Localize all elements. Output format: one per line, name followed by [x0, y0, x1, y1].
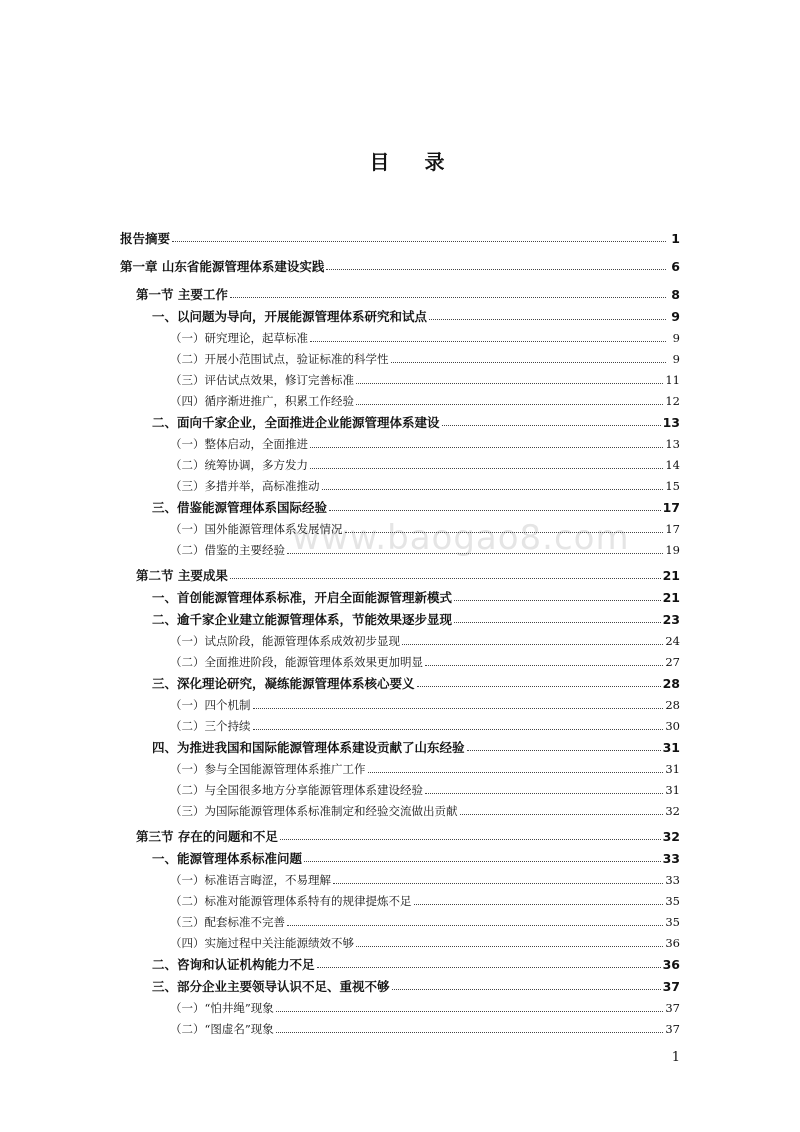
- toc-entry-label: 四、为推进我国和国际能源管理体系建设贡献了山东经验: [152, 740, 465, 755]
- toc-entry[interactable]: [120, 349, 680, 370]
- dot-leader: [402, 631, 663, 645]
- toc-entry[interactable]: [120, 976, 680, 998]
- dot-leader: [368, 759, 664, 773]
- toc-entry-label: （一）整体启动，全面推进: [170, 437, 308, 451]
- toc-entry-page: 9: [672, 352, 680, 366]
- page-title: 目 录: [369, 150, 459, 174]
- toc-entry-page: 28: [662, 676, 680, 691]
- toc-entry[interactable]: [120, 631, 680, 652]
- toc-entry-page: 32: [665, 804, 680, 818]
- toc-entry-page: 37: [662, 979, 680, 994]
- toc-entry-label: （二）标准对能源管理体系特有的规律提炼不足: [170, 894, 412, 908]
- toc-entry-page: 35: [665, 915, 680, 929]
- dot-leader: [425, 652, 663, 666]
- dot-leader: [345, 519, 664, 533]
- dot-leader: [356, 370, 663, 384]
- toc-entry[interactable]: [120, 256, 680, 278]
- dot-leader: [230, 284, 666, 298]
- toc-entry[interactable]: [120, 759, 680, 780]
- dot-leader: [454, 609, 661, 623]
- dot-leader: [304, 848, 661, 862]
- toc-entry-label: 一、能源管理体系标准问题: [152, 851, 303, 866]
- toc-entry[interactable]: [120, 933, 680, 954]
- toc-entry-label: （二）开展小范围试点，验证标准的科学性: [170, 352, 389, 366]
- toc-entry[interactable]: [120, 780, 680, 801]
- toc-entry-page: 37: [665, 1022, 680, 1036]
- toc-entry[interactable]: [120, 801, 680, 822]
- toc-entry-label: （二）“图虚名”现象: [170, 1022, 274, 1036]
- toc-entry[interactable]: [120, 652, 680, 673]
- toc-entry[interactable]: [120, 284, 680, 306]
- toc-entry-page: 15: [665, 479, 680, 493]
- toc-entry[interactable]: [120, 695, 680, 716]
- toc-entry[interactable]: [120, 954, 680, 976]
- dot-leader: [333, 870, 663, 884]
- toc-entry[interactable]: [120, 391, 680, 412]
- dot-leader: [230, 565, 661, 579]
- toc-entry-label: （二）统筹协调，多方发力: [170, 458, 308, 472]
- toc-entry-label: 三、部分企业主要领导认识不足、重视不够: [152, 979, 390, 994]
- watermark: www.baogao8.com: [292, 518, 630, 558]
- toc-entry-page: 1: [671, 231, 680, 246]
- dot-leader: [276, 1019, 664, 1033]
- toc-entry[interactable]: [120, 228, 680, 250]
- toc-entry-page: 9: [672, 331, 680, 345]
- toc-entry-page: 30: [665, 719, 680, 733]
- dot-leader: [356, 933, 663, 947]
- toc-entry-label: （二）三个持续: [170, 719, 251, 733]
- toc-entry-label: 二、咨询和认证机构能力不足: [152, 957, 315, 972]
- toc-entry-label: （一）参与全国能源管理体系推广工作: [170, 762, 366, 776]
- dot-leader: [287, 540, 663, 554]
- toc-entry-label: （三）为国际能源管理体系标准制定和经验交流做出贡献: [170, 804, 458, 818]
- toc-entry-page: 31: [665, 783, 680, 797]
- dot-leader: [356, 391, 663, 405]
- toc-entry-label: （一）“怕井绳”现象: [170, 1001, 274, 1015]
- dot-leader: [429, 306, 666, 320]
- toc-entry[interactable]: [120, 716, 680, 737]
- toc-entry-label: 二、面向千家企业，全面推进企业能源管理体系建设: [152, 415, 440, 430]
- toc-entry-page: 19: [665, 543, 680, 557]
- toc-entry-label: 报告摘要: [120, 231, 171, 246]
- toc-entry-label: （一）试点阶段，能源管理体系成效初步显现: [170, 634, 400, 648]
- toc-entry-label: 第三节 存在的问题和不足: [136, 829, 278, 844]
- toc-entry[interactable]: [120, 328, 680, 349]
- dot-leader: [276, 998, 664, 1012]
- toc-entry[interactable]: [120, 540, 680, 561]
- toc-entry-label: （三）配套标准不完善: [170, 915, 285, 929]
- toc-entry-page: 21: [662, 590, 680, 605]
- toc-entry[interactable]: [120, 673, 680, 695]
- toc-entry-label: 三、深化理论研究，凝练能源管理体系核心要义: [152, 676, 415, 691]
- toc-entry[interactable]: [120, 609, 680, 631]
- toc-entry[interactable]: [120, 587, 680, 609]
- toc-entry-page: 9: [671, 309, 680, 324]
- toc-entry[interactable]: [120, 434, 680, 455]
- toc-entry[interactable]: [120, 826, 680, 848]
- toc-entry-label: 一、首创能源管理体系标准，开启全面能源管理新模式: [152, 590, 453, 605]
- toc-entry[interactable]: [120, 891, 680, 912]
- toc-entry-page: 27: [665, 655, 680, 669]
- dot-leader: [454, 587, 661, 601]
- toc-entry-page: 31: [665, 762, 680, 776]
- dot-leader: [310, 328, 666, 342]
- dot-leader: [417, 673, 661, 687]
- toc-entry-label: （四）循序渐进推广，积累工作经验: [170, 394, 354, 408]
- toc-entry-page: 14: [665, 458, 680, 472]
- dot-leader: [317, 954, 661, 968]
- dot-leader: [172, 228, 666, 242]
- dot-leader: [253, 695, 664, 709]
- toc-entry[interactable]: [120, 998, 680, 1019]
- toc-entry[interactable]: [120, 565, 680, 587]
- toc-entry[interactable]: [120, 737, 680, 759]
- toc-entry-page: 36: [662, 957, 680, 972]
- table-of-contents: [120, 224, 680, 1040]
- toc-entry[interactable]: [120, 455, 680, 476]
- toc-entry-label: （三）多措并举，高标准推动: [170, 479, 320, 493]
- toc-entry[interactable]: [120, 497, 680, 519]
- toc-entry-label: 一、以问题为导向，开展能源管理体系研究和试点: [152, 309, 428, 324]
- toc-entry-page: 8: [671, 287, 680, 302]
- toc-entry[interactable]: [120, 870, 680, 891]
- toc-entry-label: 第二节 主要成果: [136, 568, 228, 583]
- dot-leader: [467, 737, 661, 751]
- toc-entry-label: 二、逾千家企业建立能源管理体系，节能效果逐步显现: [152, 612, 453, 627]
- toc-entry-page: 31: [662, 740, 680, 755]
- toc-entry-label: 第一章 山东省能源管理体系建设实践: [120, 259, 325, 274]
- toc-entry[interactable]: [120, 370, 680, 391]
- toc-entry-page: 12: [665, 394, 680, 408]
- toc-entry-label: （一）研究理论，起草标准: [170, 331, 308, 345]
- toc-entry[interactable]: [120, 912, 680, 933]
- toc-entry-label: （二）借鉴的主要经验: [170, 543, 285, 557]
- dot-leader: [442, 412, 661, 426]
- dot-leader: [326, 256, 666, 270]
- toc-entry-label: （一）标准语言晦涩，不易理解: [170, 873, 331, 887]
- toc-entry-label: （二）全面推进阶段，能源管理体系效果更加明显: [170, 655, 423, 669]
- toc-entry-label: （三）评估试点效果，修订完善标准: [170, 373, 354, 387]
- toc-entry-page: 17: [665, 522, 680, 536]
- dot-leader: [310, 455, 663, 469]
- toc-entry[interactable]: [120, 476, 680, 497]
- dot-leader: [425, 780, 663, 794]
- toc-entry-page: 21: [662, 568, 680, 583]
- toc-entry[interactable]: [120, 848, 680, 870]
- toc-entry-page: 11: [665, 373, 680, 387]
- toc-entry-label: 第一节 主要工作: [136, 287, 228, 302]
- toc-entry[interactable]: [120, 412, 680, 434]
- toc-entry-page: 33: [662, 851, 680, 866]
- toc-entry-page: 24: [665, 634, 680, 648]
- toc-entry-page: 37: [665, 1001, 680, 1015]
- dot-leader: [253, 716, 664, 730]
- toc-entry[interactable]: [120, 1019, 680, 1040]
- toc-entry-page: 36: [665, 936, 680, 950]
- toc-entry-page: 35: [665, 894, 680, 908]
- toc-entry-label: （二）与全国很多地方分享能源管理体系建设经验: [170, 783, 423, 797]
- dot-leader: [310, 434, 663, 448]
- dot-leader: [329, 497, 661, 511]
- toc-entry-page: 13: [662, 415, 680, 430]
- toc-entry-page: 6: [671, 259, 680, 274]
- dot-leader: [414, 891, 664, 905]
- toc-entry-page: 23: [662, 612, 680, 627]
- toc-entry-label: （一）四个机制: [170, 698, 251, 712]
- dot-leader: [322, 476, 664, 490]
- toc-entry-page: 13: [665, 437, 680, 451]
- toc-entry-page: 28: [665, 698, 680, 712]
- toc-entry[interactable]: [120, 306, 680, 328]
- toc-entry-label: （一）国外能源管理体系发展情况: [170, 522, 343, 536]
- dot-leader: [460, 801, 664, 815]
- dot-leader: [280, 826, 661, 840]
- toc-entry-label: （四）实施过程中关注能源绩效不够: [170, 936, 354, 950]
- dot-leader: [391, 349, 667, 363]
- dot-leader: [287, 912, 663, 926]
- toc-entry-page: 33: [665, 873, 680, 887]
- toc-entry[interactable]: [120, 519, 680, 540]
- page-number: 1: [671, 1050, 680, 1065]
- toc-entry-page: 32: [662, 829, 680, 844]
- dot-leader: [392, 976, 661, 990]
- toc-entry-page: 17: [662, 500, 680, 515]
- toc-entry-label: 三、借鉴能源管理体系国际经验: [152, 500, 328, 515]
